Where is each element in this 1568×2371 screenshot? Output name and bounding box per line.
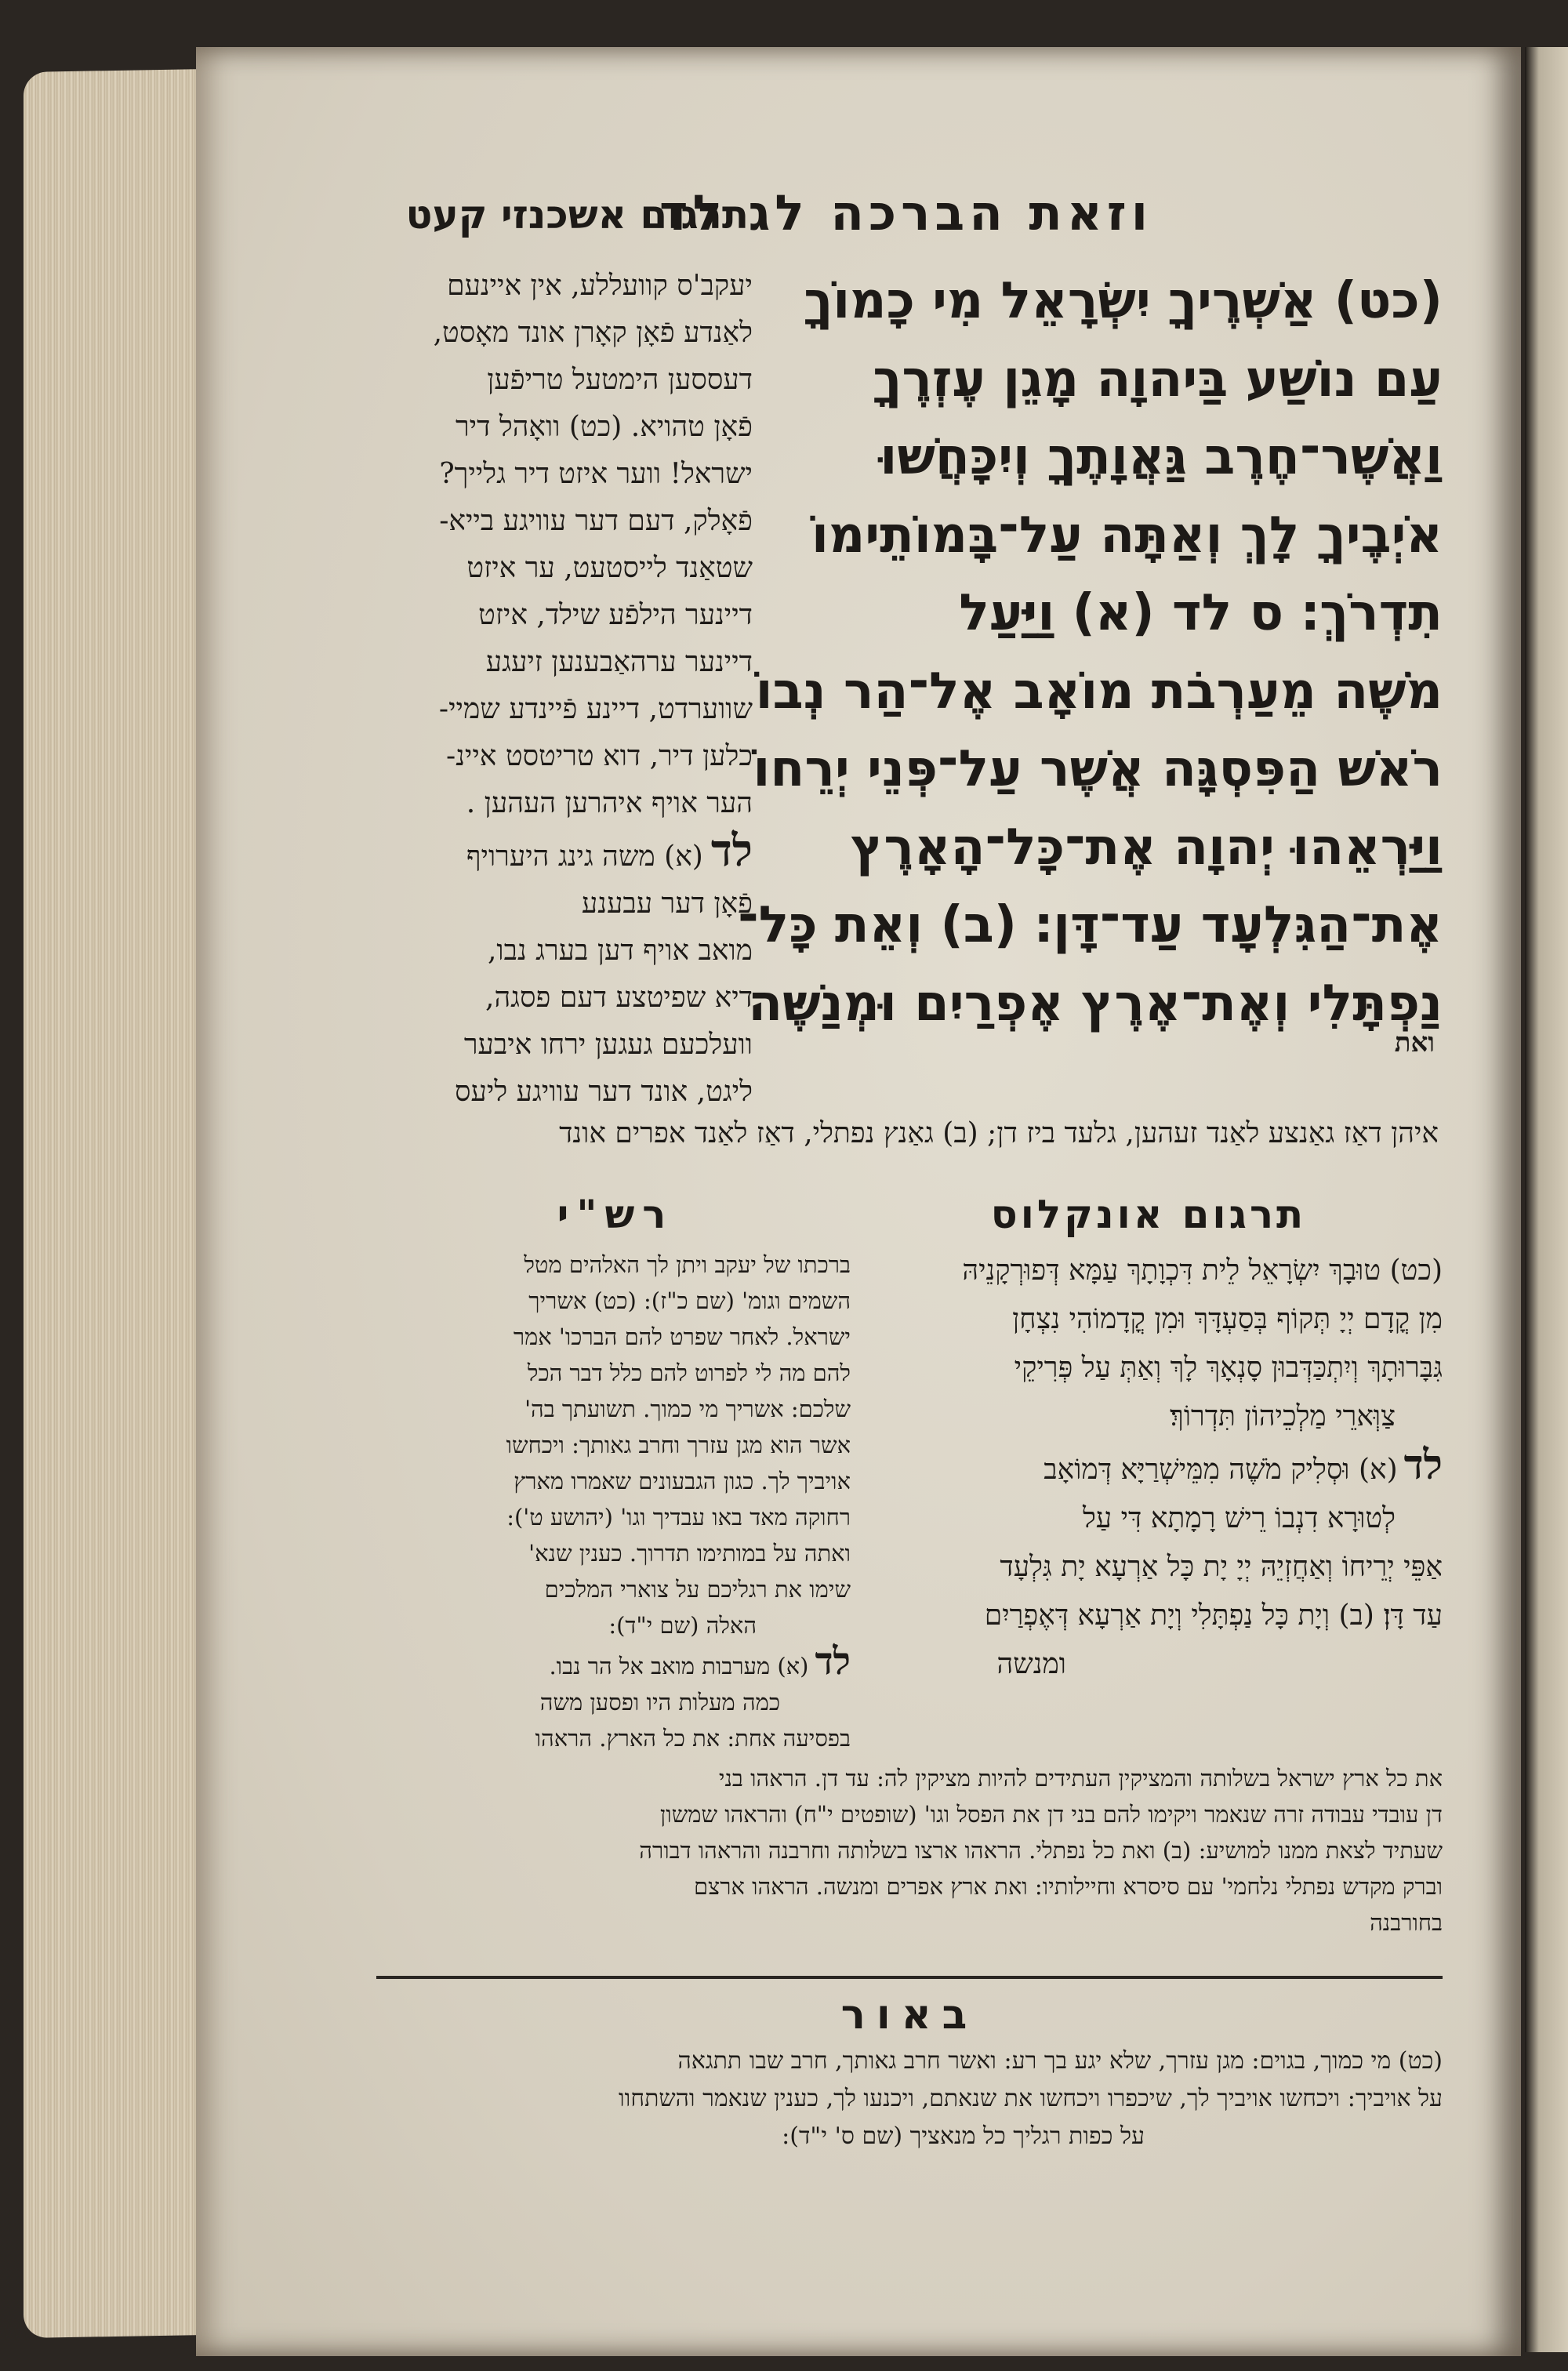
yiddish-line: דעססען הימטעל טריפֿען: [487, 364, 753, 396]
biur-line: (כט) מי כמוך, בגוים: מגן עזרך, שלא יגע בך רע: ואשר חרב גאותך, חרב שבו תתגאה: [677, 2047, 1443, 2075]
yiddish-line: דיינער הילפֿע שילד, איזט: [478, 599, 753, 631]
rashi-line-text: (א) מערבות מואב אל הר נבו.: [549, 1653, 809, 1679]
book-page: [196, 47, 1521, 2356]
torah-line: אֶת־הַגִּלְעָד עַד־דָּן׃ (ב) וְאֵת כָּל־: [738, 896, 1443, 954]
torah-text-block: [738, 263, 1443, 1043]
yiddish-line: יעקב'ס קוועללע, אין איינעם: [447, 270, 753, 302]
yiddish-line: דיא שפיטצע דעם פסגה,: [485, 982, 753, 1014]
yiddish-continuation: איהן דאַז גאַנצע לאַנד זעהען, גלעד ביז דן; (ב) גאַנץ נפתלי, דאַז לאַנד אפרים אונד: [559, 1117, 1439, 1149]
rashi-line: השמים וגומ' (שם כ"ז): (כט) אשריך: [528, 1287, 851, 1314]
yiddish-line: כלען דיר, דוא טריטסט איינ-: [446, 740, 753, 772]
yiddish-line: ישראל! ווער איזט דיר גלייך?: [439, 458, 753, 490]
onkelos-line: עַד דָּן׃ (ב) וְיָת כָּל נַפְתָּלִי וְיָת אַרְעָא דְּאֶפְרַיִם: [984, 1599, 1443, 1632]
biur-text-block: [380, 2042, 1443, 2155]
rashi-line: בפסיעה אחת: את כל הארץ. הראהו: [535, 1725, 851, 1752]
torah-line: (כט) אַשְׁרֶיךָ יִשְׂרָאֵל מִי כָמוֹךָ: [804, 272, 1443, 330]
rashi-text-block: [380, 1247, 851, 1756]
onkelos-line-text: (א) וּסְלִיק מֹשֶׁה מִמֵּישְׁרַיָּא דְּמוֹאָב: [1044, 1454, 1398, 1486]
yiddish-line: דיינער ערהאַבענען זיעגע: [485, 646, 753, 678]
rashi-line: ישראל. לאחר שפרט להם הברכו' אמר: [513, 1323, 851, 1350]
rashi-heading: רש"י: [557, 1192, 674, 1237]
biur-heading: באור: [840, 1992, 978, 2039]
torah-line: אֹיְבֶיךָ לָךְ וְאַתָּה עַל־בָּמוֹתֵימוֹ: [811, 506, 1443, 565]
onkelos-line: לְטוּרָא דִנְבוֹ רֵישׁ רָמָתָא דִּי עַל: [1082, 1502, 1396, 1534]
torah-line: וַאֲשֶׁר־חֶרֶב גַּאֲוָתֶךָ וְיִכָּחֲשׁוּ: [880, 428, 1443, 486]
yiddish-line: ליגט, אונד דער עוויגע ליעס: [455, 1076, 753, 1108]
section-divider: [376, 1976, 1443, 1979]
onkelos-text-block: [870, 1247, 1443, 1689]
yiddish-line: מואב אויף דען בערג נבו,: [487, 935, 753, 967]
yiddish-line: לאַנדע פֿאָן קאָרן אונד מאָסט,: [433, 317, 753, 349]
rashi-line: [380, 1639, 851, 1684]
yiddish-line: פֿאָלק, דעם דער עוויגע בייא-: [439, 505, 753, 537]
yiddish-line: וועלכעם געגען ירחו איבער: [463, 1029, 753, 1061]
yiddish-line: שווערדט, דיינע פֿיינדע שמיי-: [438, 693, 753, 725]
catchword: ואת: [1394, 1027, 1435, 1058]
yiddish-line: פֿאָן טהויא. (כט) וואָהל דיר: [455, 411, 753, 443]
yiddish-line: שטאַנד לייסטעט, ער איזט: [466, 552, 753, 584]
onkelos-heading: תרגום אונקלוס: [990, 1192, 1307, 1237]
running-header-translation: תרגום אשכנזי קעט: [405, 192, 749, 238]
rashi-continuation: [380, 1760, 1443, 1941]
rashi-line: בחורבנה: [1370, 1909, 1443, 1936]
rashi-line: ואתה על במותימו תדרוך. כענין שנא': [528, 1540, 851, 1567]
rashi-line: אויביך לך. כגון הגבעונים שאמרו מארץ: [514, 1468, 851, 1494]
rashi-line: שימו את רגליכם על צוארי המלכים: [544, 1576, 851, 1603]
rashi-line: להם מה לי לפרוט להם כלל דבר הכל: [527, 1360, 851, 1386]
yiddish-line: הער אויף איהרען העהען .: [466, 787, 753, 819]
facing-page-edge: [1525, 47, 1568, 2352]
rashi-line: דן עובדי עבודה זרה שנאמר ויקימו להם בני דן את הפסל וגו' (שופטים י"ח) והראהו שמשון: [659, 1801, 1443, 1828]
chapter-marker: לד: [710, 825, 753, 877]
rashi-line: את כל ארץ ישראל בשלותה והמציקין העתידים להיות מציקין לה: עד דן. הראהו בני: [718, 1765, 1443, 1792]
onkelos-line: גִּבָּרוּתָךְ וְיִתְכַּדְּבוּן סָנְאָךְ לָךְ וְאַתְּ עַל פְּרִיקֵי: [1014, 1352, 1443, 1384]
rashi-line: וברק מקדש נפתלי נלחמי' עם סיסרא וחיילותיו: ואת ארץ אפרים ומנשה. הראהו ארצם: [693, 1873, 1443, 1900]
biur-line: על אויביך: ויכחשו אויביך לך, שיכפרו ויכחשו את שנאתם, ויכנעו לך, כענין שנאמר והשתחוו: [618, 2085, 1443, 2112]
onkelos-line: אַפֵּי יְרֵיחוֹ וְאַחֲזְיֵהּ יְיָ יָת כָּל אַרְעָא יָת גִּלְעָד: [1000, 1551, 1443, 1583]
chapter-marker: לד: [1403, 1441, 1443, 1489]
onkelos-line: מִן קֳדָם יְיָ תְּקוֹף בְּסַעְדָּךְ וּמִן קֳדָמוֹהִי נִצְחָן: [1012, 1303, 1443, 1335]
torah-line: וַיַּרְאֵהוּ יְהוָה אֶת־כָּל־הָאָרֶץ: [851, 818, 1443, 877]
biur-line: על כפות רגליך כל מנאציך (שם ס' י"ד):: [782, 2122, 1145, 2150]
torah-line: תִדְרֹךְ׃ ס לד (א) וַיַּעַל: [959, 584, 1443, 642]
rashi-line: שלכם: אשריך מי כמוך. תשועתך בה': [524, 1396, 851, 1422]
torah-line: מֹשֶׁה מֵעַרְבֹת מוֹאָב אֶל־הַר נְבוֹ: [755, 662, 1443, 721]
rashi-line: רחוקה מאד באו עבדיך וגו' (יהושע ט'):: [506, 1504, 851, 1530]
rashi-line: כמה מעלות היו ופסען משה: [539, 1689, 780, 1716]
torah-line: עַם נוֹשַׁע בַּיהוָה מָגֵן עֶזְרֶךָ: [873, 350, 1443, 408]
rashi-line: אשר הוא מגן עזרך וחרב גאותך: ויכחשו: [506, 1432, 851, 1458]
yiddish-line: פֿאָן דער עבענע: [581, 888, 753, 920]
onkelos-line: [870, 1441, 1443, 1494]
yiddish-line-text: (א) משה גינג היערויף: [466, 841, 703, 873]
torah-line: רֹאשׁ הַפִּסְגָּה אֲשֶׁר עַל־פְּנֵי יְרֵחוֹ: [753, 740, 1443, 798]
yiddish-line: [380, 827, 753, 881]
onkelos-line: (כט) טוּבָךְ יִשְׂרָאֵל לֵית דִּכְוָתָךְ עַמָּא דְּפוּרְקָנֵיהּ: [962, 1254, 1443, 1287]
book-page-edges: [24, 69, 204, 2338]
rashi-line: האלה (שם י"ד):: [608, 1612, 757, 1639]
torah-line: נַפְתָּלִי וְאֶת־אֶרֶץ אֶפְרַיִם וּמְנַשֶּׁה: [748, 974, 1443, 1033]
rashi-line: ברכתו של יעקב ויתן לך האלהים מטל: [524, 1251, 851, 1278]
onkelos-line: ומנשה: [996, 1648, 1066, 1680]
onkelos-line: צַוְּארֵי מַלְכֵיהוֹן תִּדְרוֹךְ׃: [1170, 1400, 1396, 1432]
running-header-main: וזאת הברכה לג לד: [659, 184, 1152, 241]
chapter-marker: לד: [815, 1639, 851, 1683]
rashi-line: שעתיד לצאת ממנו למושיע: (ב) ואת כל נפתלי. הראהו ארצו בשלותה וחרבנה והראהו דבורה: [639, 1837, 1443, 1864]
yiddish-translation-column: [380, 263, 753, 1116]
